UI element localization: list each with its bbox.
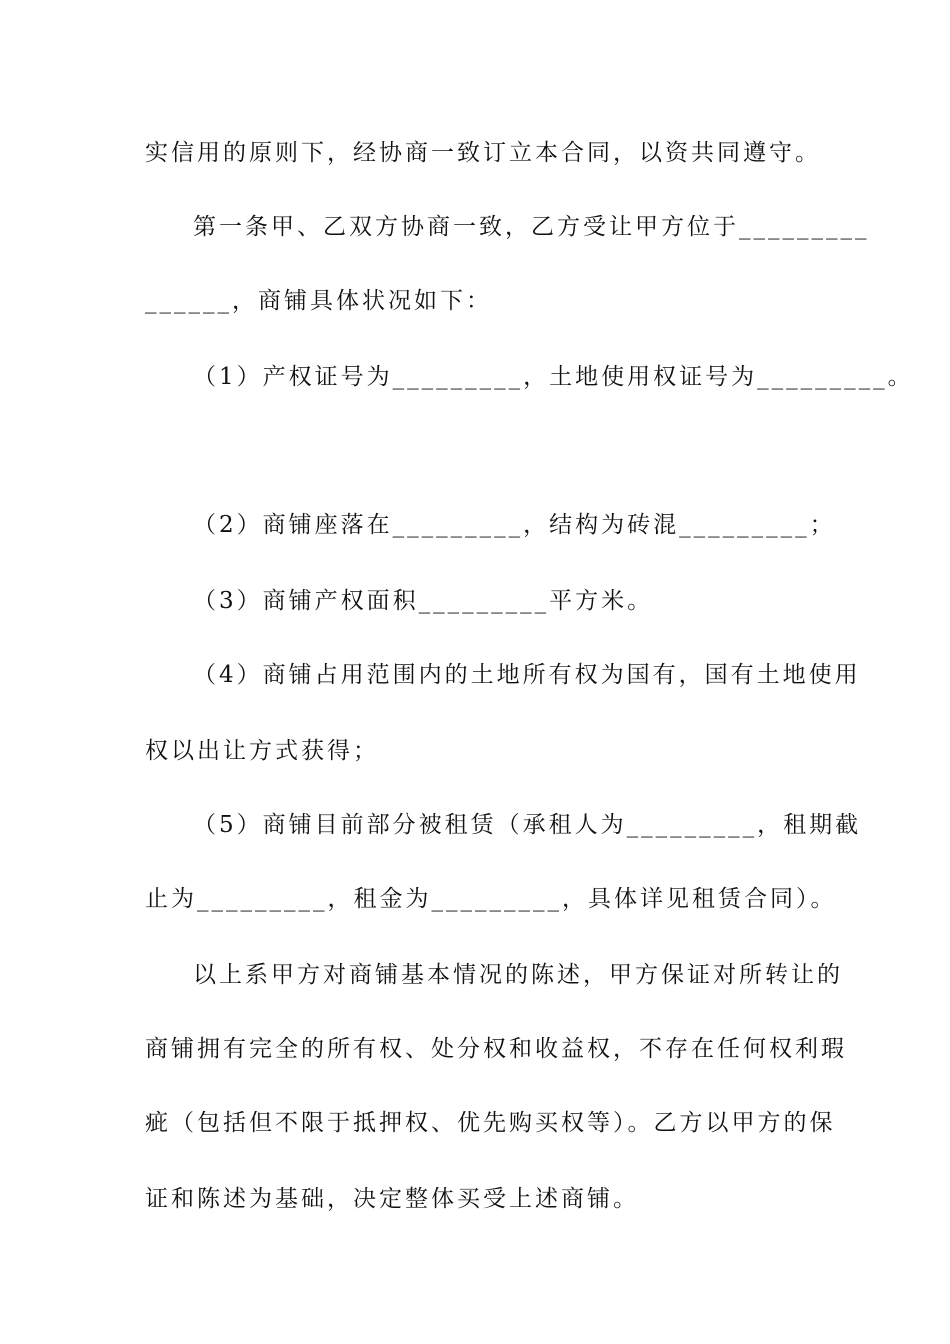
- text-line: 第一条甲、乙双方协商一致，乙方受让甲方位于_________: [193, 214, 870, 240]
- text-line: （3）商铺产权面积_________平方米。: [193, 588, 654, 614]
- text-line: （2）商铺座落在_________，结构为砖混_________；: [193, 512, 836, 538]
- text-line: ______，商铺具体状况如下：: [145, 288, 492, 314]
- text-line: 止为_________，租金为_________，具体详见租赁合同）。: [145, 886, 837, 912]
- text-line: 以上系甲方对商铺基本情况的陈述，甲方保证对所转让的: [193, 962, 843, 988]
- text-line: （5）商铺目前部分被租赁（承租人为_________，租期截: [193, 812, 862, 838]
- text-line: 实信用的原则下，经协商一致订立本合同，以资共同遵守。: [145, 140, 821, 166]
- text-line: （4）商铺占用范围内的土地所有权为国有，国有土地使用: [193, 662, 861, 688]
- text-line: （1）产权证号为_________，土地使用权证号为_________。: [193, 364, 914, 390]
- text-line: 疵（包括但不限于抵押权、优先购买权等）。乙方以甲方的保: [145, 1110, 836, 1136]
- text-line: 证和陈述为基础，决定整体买受上述商铺。: [145, 1186, 639, 1212]
- text-line: 商铺拥有完全的所有权、处分权和收益权，不存在任何权利瑕: [145, 1036, 847, 1062]
- text-line: 权以出让方式获得；: [145, 738, 379, 764]
